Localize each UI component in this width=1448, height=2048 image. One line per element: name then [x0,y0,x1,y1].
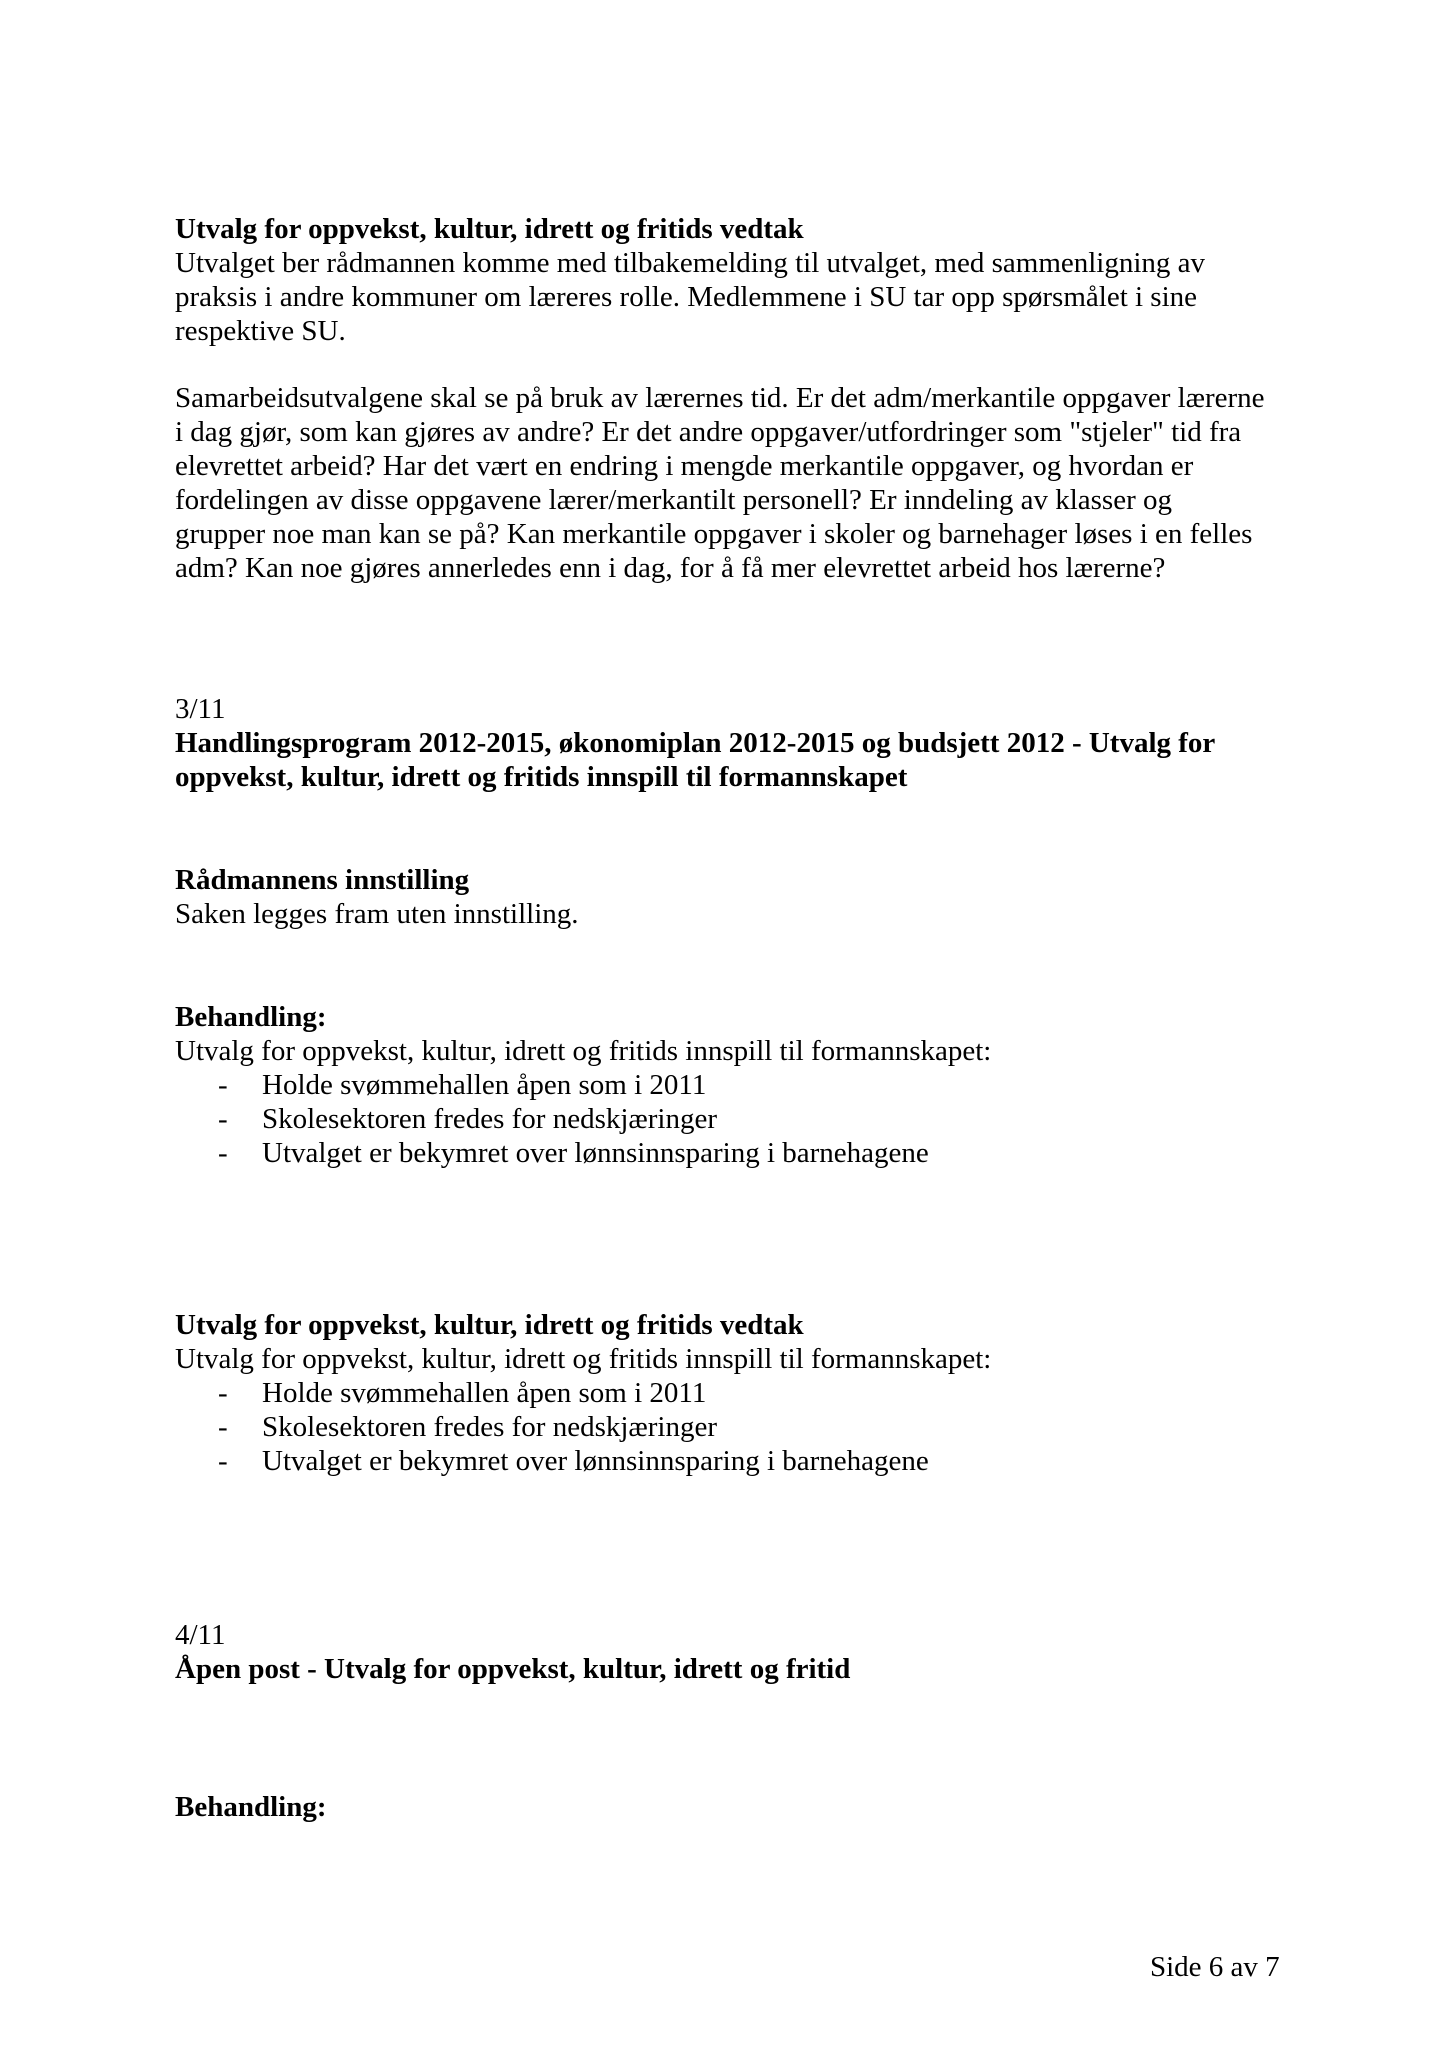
vedtak-list [175,1376,1295,1478]
paragraph-line: Samarbeidsutvalgene skal se på bruk av lærernes tid. Er det adm/merkantile oppgaver lærerne [175,382,1265,414]
behandling-heading: Behandling: [175,1791,327,1823]
paragraph-line: i dag gjør, som kan gjøres av andre? Er det andre oppgaver/utfordringer som "stjeler" tid fra [175,416,1242,448]
vedtak-heading: Utvalg for oppvekst, kultur, idrett og fritids vedtak [175,213,804,245]
dash-marker: - [218,1377,228,1409]
samarbeidsutvalg-paragraph [175,381,1295,585]
innstilling-text: Saken legges fram uten innstilling. [175,898,579,930]
list-item-text: Holde svømmehallen åpen som i 2011 [262,1377,707,1409]
dash-marker: - [218,1069,228,1101]
list-item [175,1376,1295,1410]
paragraph-line: elevrettet arbeid? Har det vært en endring i mengde merkantile oppgaver, og hvordan er [175,450,1194,482]
list-item-text: Utvalget er bekymret over lønnsinnsparing i barnehagene [262,1137,929,1169]
dash-marker: - [218,1445,228,1477]
list-item-text: Skolesektoren fredes for nedskjæringer [262,1411,718,1443]
list-item [175,1068,1295,1102]
case-title-line: Handlingsprogram 2012-2015, økonomiplan 2012-2015 og budsjett 2012 - Utvalg for [175,727,1216,759]
page-number: Side 6 av 7 [1150,1951,1280,1983]
list-item-text: Holde svømmehallen åpen som i 2011 [262,1069,707,1101]
case-number: 3/11 [175,693,226,725]
case-3-innstilling [175,863,1295,931]
case-number: 4/11 [175,1619,226,1651]
list-item-text: Skolesektoren fredes for nedskjæringer [262,1103,718,1135]
vedtak-text-line: praksis i andre kommuner om læreres rolle. Medlemmene i SU tar opp spørsmålet i sine [175,281,1198,313]
case-title: Åpen post - Utvalg for oppvekst, kultur, idrett og fritid [175,1653,851,1685]
case-title-line: oppvekst, kultur, idrett og fritids innspill til formannskapet [175,761,908,793]
paragraph-line: adm? Kan noe gjøres annerledes enn i dag, for å få mer elevrettet arbeid hos lærerne? [175,552,1166,584]
case-3-vedtak [175,1308,1295,1478]
behandling-list [175,1068,1295,1170]
dash-marker: - [218,1411,228,1443]
paragraph-line: grupper noe man kan se på? Kan merkantile oppgaver i skoler og barnehager løses i en felles [175,518,1253,550]
vedtak-heading: Utvalg for oppvekst, kultur, idrett og fritids vedtak [175,1309,804,1341]
vedtak-section-1 [175,212,1295,348]
dash-marker: - [218,1137,228,1169]
list-item [175,1136,1295,1170]
paragraph-line: fordelingen av disse oppgavene lærer/merkantilt personell? Er inndeling av klasser og [175,484,1172,516]
vedtak-text-line: respektive SU. [175,315,346,347]
vedtak-intro: Utvalg for oppvekst, kultur, idrett og fritids innspill til formannskapet: [175,1343,992,1375]
case-4-header [175,1618,1295,1686]
case-3-behandling [175,1000,1295,1170]
dash-marker: - [218,1103,228,1135]
list-item [175,1102,1295,1136]
case-3-header [175,692,1295,794]
list-item-text: Utvalget er bekymret over lønnsinnsparing i barnehagene [262,1445,929,1477]
list-item [175,1444,1295,1478]
behandling-intro: Utvalg for oppvekst, kultur, idrett og fritids innspill til formannskapet: [175,1035,992,1067]
list-item [175,1410,1295,1444]
case-4-behandling [175,1790,1295,1824]
innstilling-heading: Rådmannens innstilling [175,864,470,896]
behandling-heading: Behandling: [175,1001,327,1033]
vedtak-text-line: Utvalget ber rådmannen komme med tilbakemelding til utvalget, med sammenligning av [175,247,1206,279]
